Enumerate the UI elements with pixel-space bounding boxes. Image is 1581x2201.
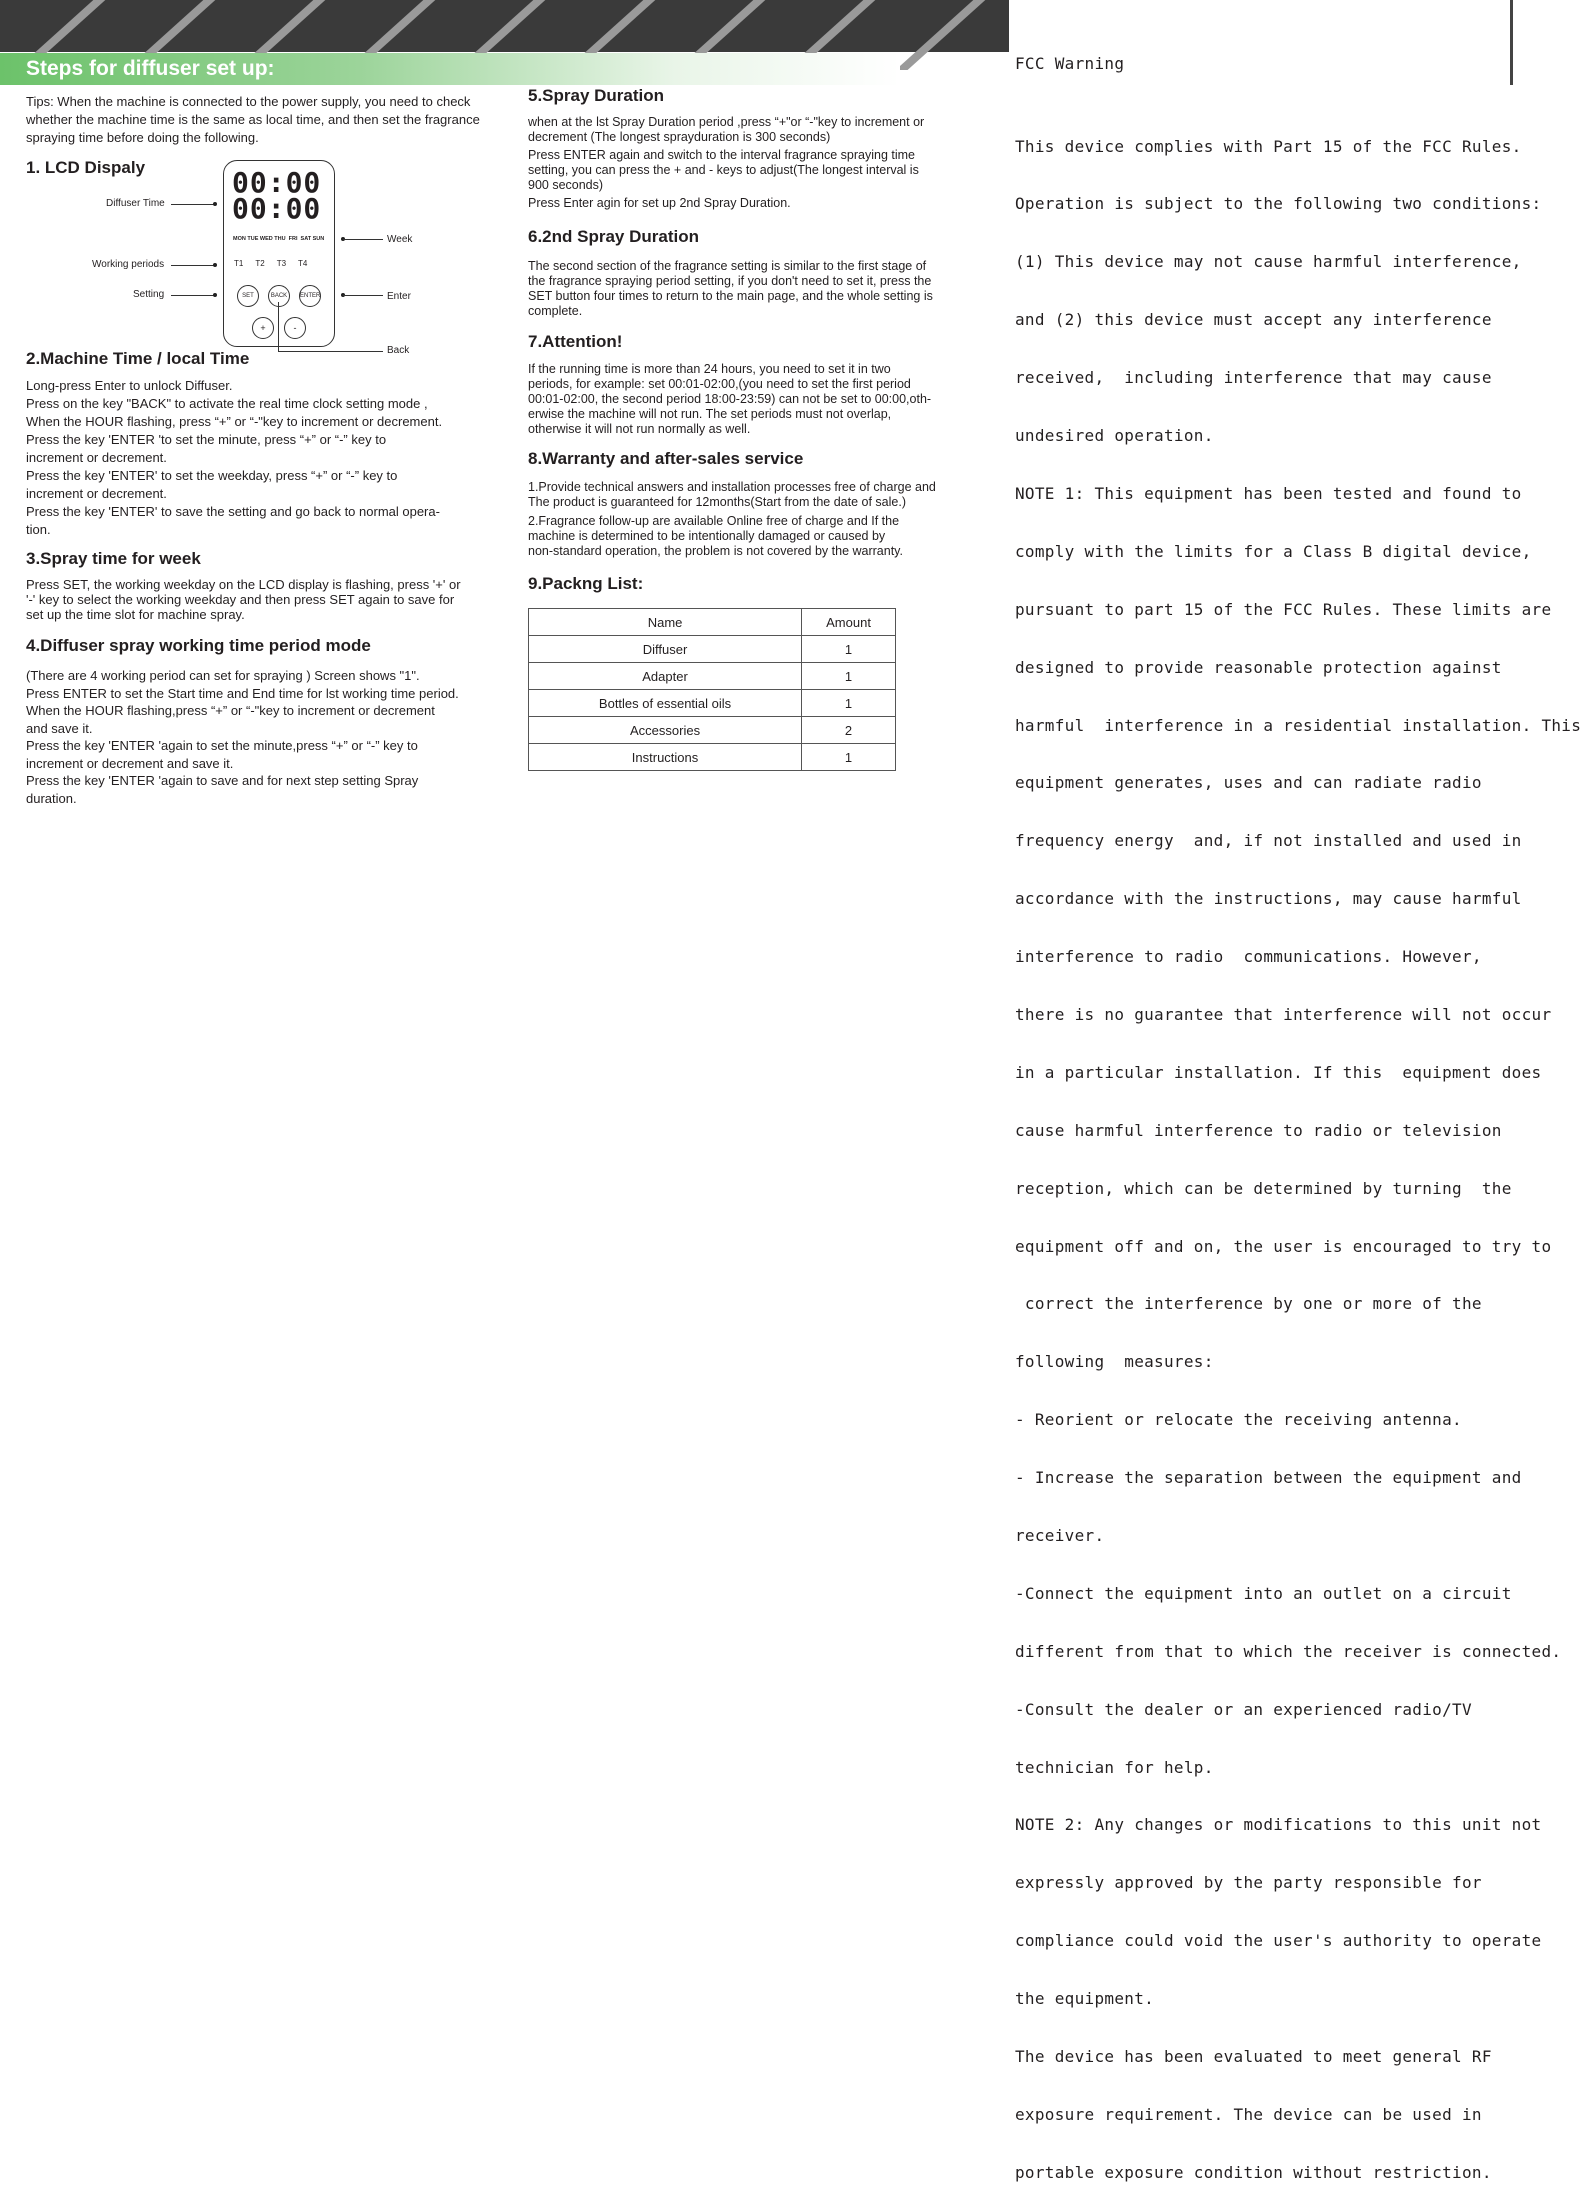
section-2-body [26,377,442,539]
label-week: Week [387,234,413,245]
s6-line: complete. [528,304,583,318]
s4-line: Press ENTER to set the Start time and End time for lst working time period. [26,685,459,701]
fcc-line: pursuant to part 15 of the FCC Rules. These limits are [1015,599,1552,619]
table-cell-amount: 2 [802,717,896,744]
s4-line: When the HOUR flashing,press “+” or “-"key to increment or decrement [26,703,435,718]
table-cell-amount: 1 [802,663,896,690]
s2-line: Press on the key "BACK" to activate the real time clock setting mode , [26,396,428,411]
section-9-title: 9.Packng List: [528,574,644,593]
s4-line: and save it. [26,720,93,736]
s8-line: 1.Provide technical answers and installation processes free of charge and [528,480,936,494]
leader-dot [213,202,217,206]
s5-line: Press Enter agin for set up 2nd Spray Duration. [528,196,791,210]
leader-back [278,351,383,352]
table-cell-name: Diffuser [529,636,802,663]
s7-line: periods, for example: set 00:01-02:00,(you need to set the first period [528,377,911,391]
table-header-row [529,609,896,636]
s2-line: Long-press Enter to unlock Diffuser. [26,378,233,393]
section-8-body [528,480,936,559]
lcd-plus-button[interactable]: + [252,317,274,339]
fcc-line: technician for help. [1015,1757,1214,1777]
fcc-line: receiver. [1015,1525,1105,1545]
fcc-line: undesired operation. [1015,426,1214,446]
section-3-title: 3.Spray time for week [26,549,201,568]
lcd-weekdays: MON TUE WED THU FRI SAT SUN [233,236,325,242]
s2-line: tion. [26,522,51,537]
fcc-line: harmful interference in a residential installation. This [1015,715,1581,735]
table-header-amount: Amount [802,609,896,636]
fcc-line: This device complies with Part 15 of the FCC Rules. [1015,136,1522,156]
s5-line: 900 seconds) [528,178,604,192]
fcc-line: - Increase the separation between the equipment and [1015,1468,1522,1488]
fcc-line: interference to radio communications. However, [1015,947,1482,967]
fcc-line: portable exposure condition without restriction. [1015,2162,1492,2182]
fcc-line: compliance could void the user's authority to operate [1015,1931,1542,1951]
fcc-line: equipment off and on, the user is encouraged to try to [1015,1236,1552,1256]
s2-line: When the HOUR flashing, press “+” or “-"key to increment or decrement. [26,414,443,429]
top-decorative-bar [0,0,1009,52]
fcc-line: reception, which can be determined by turning the [1015,1178,1512,1198]
lcd-digits-top: 00:00 [232,166,322,199]
s4-line: duration. [26,790,77,806]
leader-enter [343,295,383,296]
section-6-title: 6.2nd Spray Duration [528,227,699,246]
fcc-line: comply with the limits for a Class B digital device, [1015,541,1532,561]
table-row [529,744,896,771]
fcc-line: -Consult the dealer or an experienced radio/TV [1015,1699,1472,1719]
s7-line: otherwise it will not run normally as well. [528,422,751,436]
fcc-line: received, including interference that may cause [1015,368,1492,388]
period-t3: T3 [276,259,287,268]
label-back: Back [387,345,410,356]
table-cell-name: Adapter [529,663,802,690]
s5-line: setting, you can press the + and - keys to adjust(The longest interval is [528,163,919,177]
s7-line: If the running time is more than 24 hours, you need to set it in two [528,362,891,376]
lcd-digits-bottom: 00:00 [232,192,322,225]
fcc-line: NOTE 2: Any changes or modifications to this unit not [1015,1815,1542,1835]
section-5-title: 5.Spray Duration [528,86,665,105]
section-4-title: 4.Diffuser spray working time period mode [26,636,371,655]
s8-line: non-standard operation, the problem is not covered by the warranty. [528,544,903,558]
fcc-line: different from that to which the receiver is connected. [1015,1641,1562,1661]
fcc-body [1015,98,1581,2201]
leader-diffuser-time [171,204,215,205]
fcc-line: NOTE 1: This equipment has been tested and found to [1015,483,1522,503]
period-t2: T2 [255,259,265,268]
leader-setting [171,295,215,296]
section-5-body [528,115,924,211]
right-edge-bar [1510,0,1513,85]
section-3-body [26,577,461,622]
s4-line: (There are 4 working period can set for spraying ) Screen shows "1". [26,668,420,683]
s8-line: 2.Fragrance follow-up are available Online free of charge and If the [528,514,900,528]
lcd-enter-button[interactable]: ENTER [299,285,321,307]
fcc-line: expressly approved by the party responsible for [1015,1873,1482,1893]
s3-line: set up the time slot for machine spray. [26,607,245,622]
s4-line: Press the key 'ENTER 'again to save and for next step setting Spray [26,773,419,788]
label-enter: Enter [387,291,411,302]
table-row [529,636,896,663]
fcc-line: there is no guarantee that interference will not occur [1015,1004,1552,1024]
fcc-line: the equipment. [1015,1989,1155,2009]
s4-line: increment or decrement and save it. [26,755,234,771]
label-working-periods: Working periods [92,259,165,270]
leader-working-periods [171,265,215,266]
tips-text: Tips: When the machine is connected to the power supply, you need to check whether the machine time is the same as local time, and then set the fragrance spraying time before doing the following. [26,94,480,145]
table-cell-amount: 1 [802,744,896,771]
fcc-line: and (2) this device must accept any interference [1015,310,1492,330]
section-2-title: 2.Machine Time / local Time [26,349,250,368]
s2-line: Press the key 'ENTER 'to set the minute, press “+” or “-” key to [26,432,387,447]
section-7-body [528,362,931,437]
fcc-line: Operation is subject to the following two conditions: [1015,194,1542,214]
table-cell-amount: 1 [802,636,896,663]
leader-back-vertical [278,302,279,352]
table-cell-name: Instructions [529,744,802,771]
s8-line: machine is determined to be intentionally damaged or caused by [528,529,886,543]
fcc-line: frequency energy and, if not installed and used in [1015,831,1522,851]
table-row [529,717,896,744]
fcc-line: following measures: [1015,1352,1214,1372]
label-setting: Setting [133,289,165,300]
fcc-line: correct the interference by one or more of the [1015,1294,1482,1314]
s7-line: 00:01-02:00, the second period 18:00-23:59) can not be set to 00:00,oth- [528,392,932,406]
steps-banner [0,53,900,85]
s3-line: '-' key to select the working weekday and then press SET again to save for [26,592,455,607]
section-4-body [26,667,459,807]
lcd-set-button[interactable]: SET [237,285,259,307]
s6-line: The second section of the fragrance setting is similar to the first stage of [528,259,927,273]
table-header-name: Name [529,609,802,636]
leader-week [343,239,383,240]
fcc-line: designed to provide reasonable protection against [1015,657,1502,677]
s8-line: The product is guaranteed for 12months(Start from the date of sale.) [528,495,906,509]
section-1-title: 1. LCD Dispaly [26,158,146,177]
fcc-line: - Reorient or relocate the receiving antenna. [1015,1410,1462,1430]
s5-line: decrement (The longest sprayduration is 300 seconds) [528,130,831,144]
fcc-line: -Connect the equipment into an outlet on a circuit [1015,1583,1512,1603]
section-7-title: 7.Attention! [528,332,623,351]
table-cell-amount: 1 [802,690,896,717]
period-t1: T1 [234,259,244,268]
lcd-diagram [223,160,335,347]
leader-dot [213,293,217,297]
s2-line: increment or decrement. [26,450,167,465]
s6-line: the fragrance spraying period setting, if you don't need to set it, press the [528,274,932,288]
s6-line: SET button four times to return to the main page, and the whole setting is [528,289,933,303]
table-row [529,663,896,690]
fcc-line: accordance with the instructions, may cause harmful [1015,889,1522,909]
section-8-title: 8.Warranty and after-sales service [528,449,804,468]
period-t4: T4 [298,259,308,268]
s7-line: erwise the machine will not run. The set periods must not overlap, [528,407,892,421]
lcd-back-button[interactable]: BACK [268,285,290,307]
banner-title: Steps for diffuser set up: [26,57,275,80]
s2-line: increment or decrement. [26,486,167,501]
fcc-line: in a particular installation. If this equipment does [1015,1062,1542,1082]
fcc-line: equipment generates, uses and can radiate radio [1015,773,1482,793]
s2-line: Press the key 'ENTER' to save the setting and go back to normal opera- [26,504,440,519]
lcd-minus-button[interactable]: - [284,317,306,339]
s4-line: Press the key 'ENTER 'again to set the minute,press “+” or “-” key to [26,738,418,753]
leader-dot [213,263,217,267]
table-cell-name: Accessories [529,717,802,744]
packing-list-table [528,608,896,771]
s5-line: Press ENTER again and switch to the interval fragrance spraying time [528,148,915,162]
label-diffuser-time: Diffuser Time [106,198,165,209]
s3-line: Press SET, the working weekday on the LCD display is flashing, press '+' or [26,577,461,592]
lcd-periods [234,259,307,268]
fcc-line: The device has been evaluated to meet general RF [1015,2046,1492,2066]
fcc-line: cause harmful interference to radio or television [1015,1120,1502,1140]
table-cell-name: Bottles of essential oils [529,690,802,717]
fcc-line: (1) This device may not cause harmful interference, [1015,252,1522,272]
fcc-title: FCC Warning [1015,54,1125,73]
section-6-body [528,259,933,319]
s5-line: when at the lst Spray Duration period ,press “+"or “-"key to increment or [528,115,925,129]
s2-line: Press the key 'ENTER' to set the weekday, press “+” or “-” key to [26,468,398,483]
table-row [529,690,896,717]
fcc-line: exposure requirement. The device can be used in [1015,2104,1482,2124]
